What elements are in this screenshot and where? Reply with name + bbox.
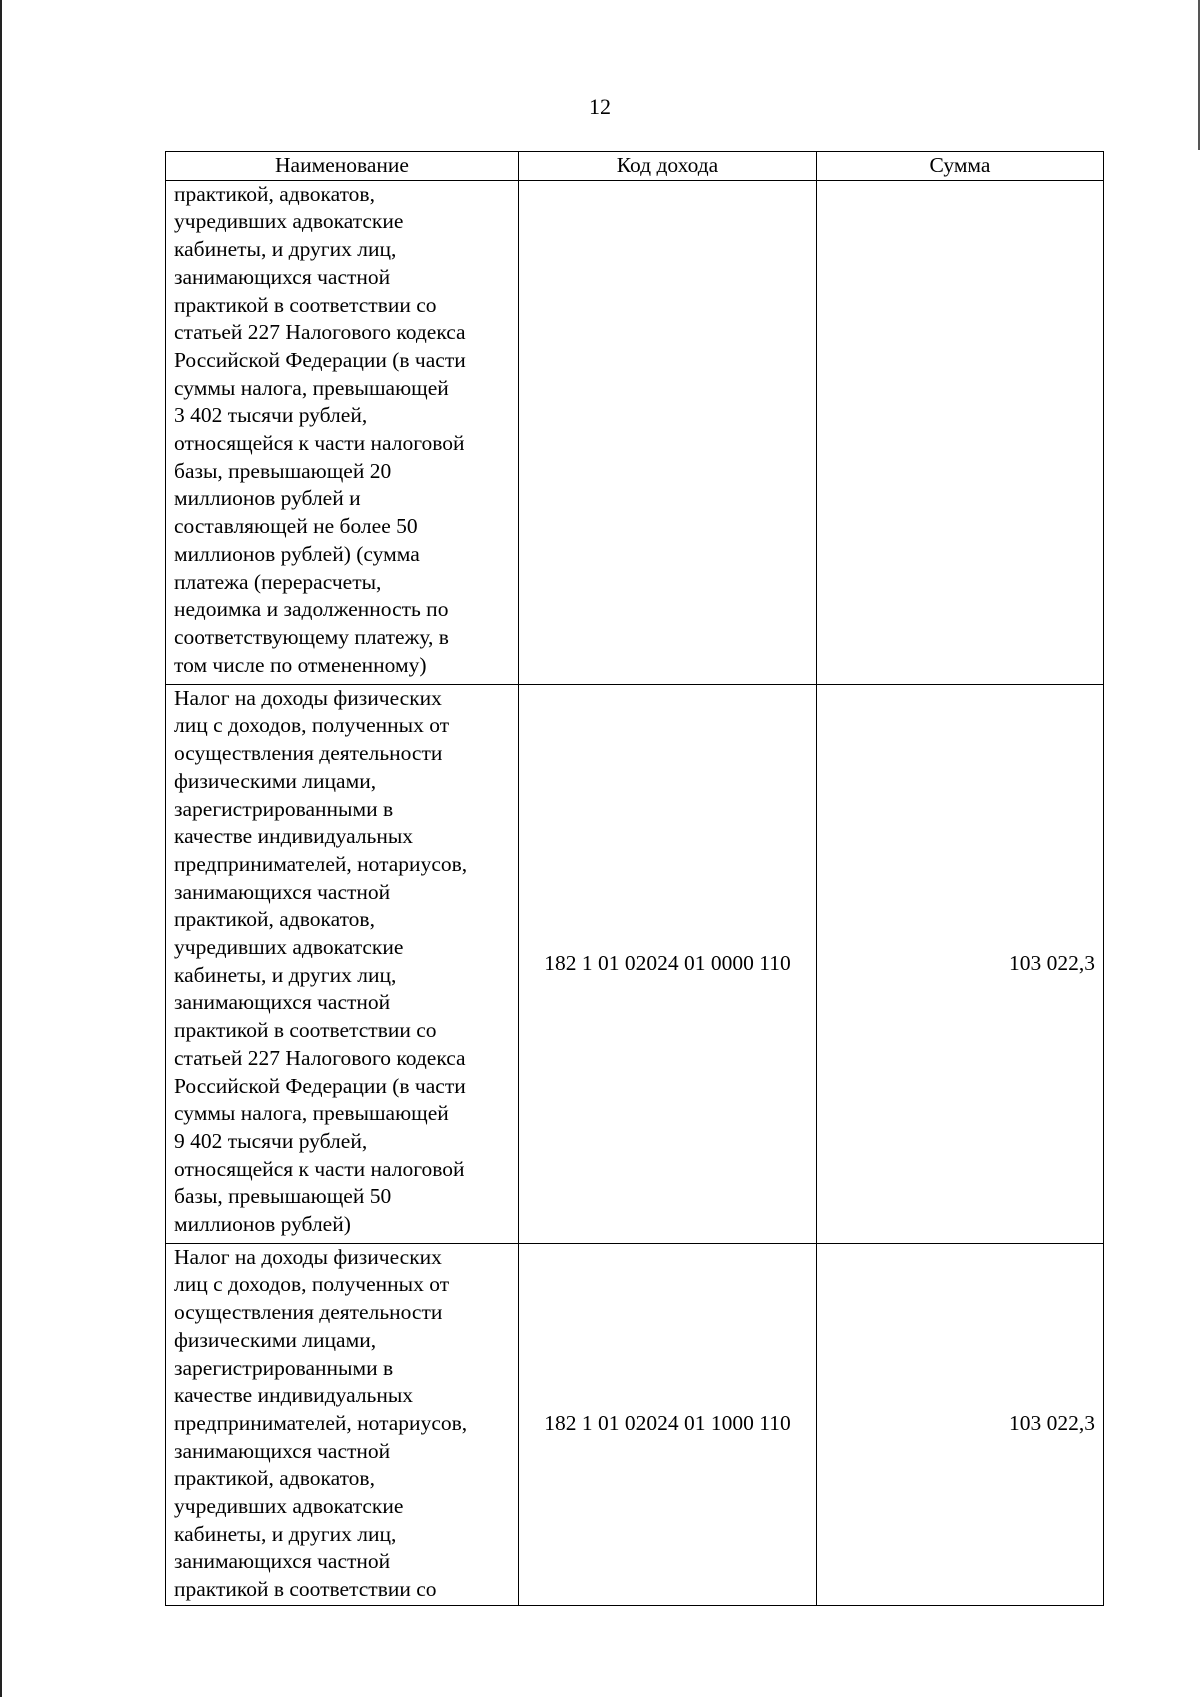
name-line: практикой, адвокатов,: [174, 181, 375, 206]
name-cell: [166, 684, 519, 1243]
name-line: соответствующему платежу, в: [174, 624, 449, 649]
name-line: том числе по отмененному): [174, 652, 427, 677]
header-code: Код дохода: [519, 152, 817, 181]
name-line: недоимка и задолженность по: [174, 597, 449, 622]
name-line: относящейся к части налоговой: [174, 1156, 465, 1181]
name-line: практикой, адвокатов,: [174, 907, 375, 932]
name-line: лиц с доходов, полученных от: [174, 713, 450, 738]
name-line: миллионов рублей): [174, 1212, 351, 1237]
name-line: суммы налога, превышающей: [174, 375, 449, 400]
name-line: практикой в соответствии со: [174, 1577, 437, 1602]
name-line: занимающихся частной: [174, 1549, 391, 1574]
name-line: относящейся к части налоговой: [174, 431, 465, 456]
name-line: практикой в соответствии со: [174, 292, 437, 317]
name-line: учредивших адвокатские: [174, 1494, 404, 1519]
name-line: миллионов рублей и: [174, 486, 361, 511]
name-line: 9 402 тысячи рублей,: [174, 1128, 368, 1153]
name-line: составляющей не более 50: [174, 514, 418, 539]
page-number-wrap: [0, 94, 1200, 120]
name-cell: [166, 1243, 519, 1605]
name-line: занимающихся частной: [174, 879, 391, 904]
name-line: физическими лицами,: [174, 768, 377, 793]
sum-cell: [817, 180, 1104, 684]
name-line: миллионов рублей) (сумма: [174, 541, 420, 566]
name-line: статьей 227 Налогового кодекса: [174, 320, 466, 345]
name-line: практикой в соответствии со: [174, 1018, 437, 1043]
code-cell: 182 1 01 02024 01 1000 110: [519, 1243, 817, 1605]
name-line: физическими лицами,: [174, 1327, 377, 1352]
name-line: занимающихся частной: [174, 1438, 391, 1463]
name-line: кабинеты, и других лиц,: [174, 237, 397, 262]
name-line: учредивших адвокатские: [174, 209, 404, 234]
name-cell: [166, 180, 519, 684]
name-line: предпринимателей, нотариусов,: [174, 851, 468, 876]
name-line: осуществления деятельности: [174, 1300, 443, 1325]
code-cell: 182 1 01 02024 01 0000 110: [519, 684, 817, 1243]
name-line: зарегистрированными в: [174, 1355, 394, 1380]
name-line: предпринимателей, нотариусов,: [174, 1410, 468, 1435]
name-line: 3 402 тысячи рублей,: [174, 403, 368, 428]
name-line: занимающихся частной: [174, 990, 391, 1015]
name-line: Налог на доходы физических: [174, 685, 442, 710]
name-line: осуществления деятельности: [174, 741, 443, 766]
name-line: практикой, адвокатов,: [174, 1466, 375, 1491]
table-row: [166, 684, 1104, 1243]
name-line: лиц с доходов, полученных от: [174, 1272, 450, 1297]
name-line: статьей 227 Налогового кодекса: [174, 1045, 466, 1070]
sum-cell: 103 022,3: [817, 1243, 1104, 1605]
name-line: платежа (перерасчеты,: [174, 569, 382, 594]
name-line: базы, превышающей 50: [174, 1184, 392, 1209]
header-sum: Сумма: [817, 152, 1104, 181]
name-line: суммы налога, превышающей: [174, 1101, 449, 1126]
name-line: Российской Федерации (в части: [174, 347, 466, 372]
name-line: качестве индивидуальных: [174, 824, 414, 849]
name-line: Налог на доходы физических: [174, 1244, 442, 1269]
name-line: кабинеты, и других лиц,: [174, 962, 397, 987]
name-line: Российской Федерации (в части: [174, 1073, 466, 1098]
revenue-table: [165, 151, 1104, 1606]
name-line: учредивших адвокатские: [174, 935, 404, 960]
code-cell: [519, 180, 817, 684]
name-line: базы, превышающей 20: [174, 458, 392, 483]
table-header-row: [166, 152, 1104, 181]
table-row: [166, 1243, 1104, 1605]
name-line: зарегистрированными в: [174, 796, 394, 821]
name-line: занимающихся частной: [174, 264, 391, 289]
name-line: кабинеты, и других лиц,: [174, 1521, 397, 1546]
sum-cell: 103 022,3: [817, 684, 1104, 1243]
name-line: качестве индивидуальных: [174, 1383, 414, 1408]
page-number: 12: [589, 94, 611, 119]
table-row: [166, 180, 1104, 684]
header-name: Наименование: [166, 152, 519, 181]
scan-edge-left: [0, 0, 2, 1697]
